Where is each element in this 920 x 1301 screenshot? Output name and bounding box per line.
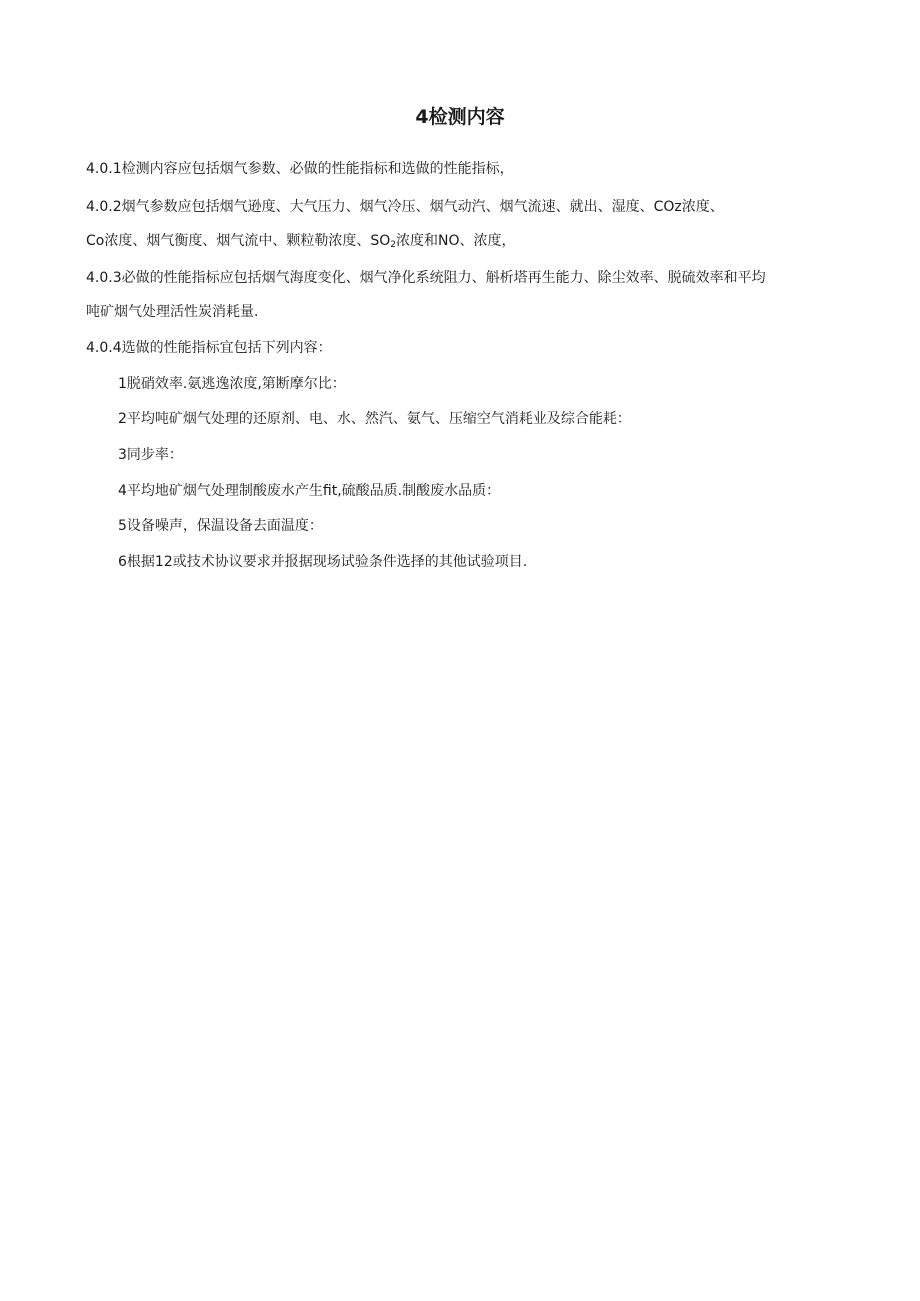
- list-item: 2平均吨矿烟气处理的还原剂、电、水、然汽、氨气、压缩空气消耗业及综合能耗：: [118, 411, 631, 427]
- list-item: 6根据12或技术协议要求并报据现场试验条件选择的其他试验项目.: [118, 554, 528, 570]
- clause-4-0-3-line-1: 4.0.3必做的性能指标应包括烟气海度变化、烟气净化系统阻力、斛析塔再生能力、除尘效率、脱硫效率和平均: [86, 270, 766, 286]
- clause-4-0-2-line-2-text-b: 浓度和NO、浓度，: [395, 233, 516, 249]
- list-item: 1脱硝效率.氨逃逸浓度,第断摩尔比：: [118, 376, 346, 392]
- list-item: 3同步率：: [118, 447, 183, 463]
- so2-subscript: 2: [390, 240, 396, 250]
- clause-4-0-2-line-2: [86, 231, 846, 255]
- section-title: 4检测内容: [415, 106, 505, 128]
- list-item: 4平均地矿烟气处理制酸废水产生fit,硫酸品质.制酸废水品质：: [118, 483, 501, 499]
- clause-4-0-1: 4.0.1检测内容应包括烟气参数、必做的性能指标和选做的性能指标，: [86, 161, 514, 177]
- clause-4-0-2-line-2-text-a: Co浓度、烟气衡度、烟气流中、颗粒勒浓度、SO: [86, 233, 391, 249]
- list-item: 5设备噪声，保温设备去面温度：: [118, 518, 323, 534]
- clause-4-0-4: 4.0.4选做的性能指标宜包括下列内容：: [86, 340, 332, 356]
- clause-4-0-2-line-1: 4.0.2烟气参数应包括烟气逊度、大气压力、烟气冷压、烟气动汽、烟气流速、就出、湿度、COz浓度、: [86, 199, 724, 215]
- clause-4-0-3-line-2: 吨矿烟气处理活性炭消耗量.: [86, 304, 259, 320]
